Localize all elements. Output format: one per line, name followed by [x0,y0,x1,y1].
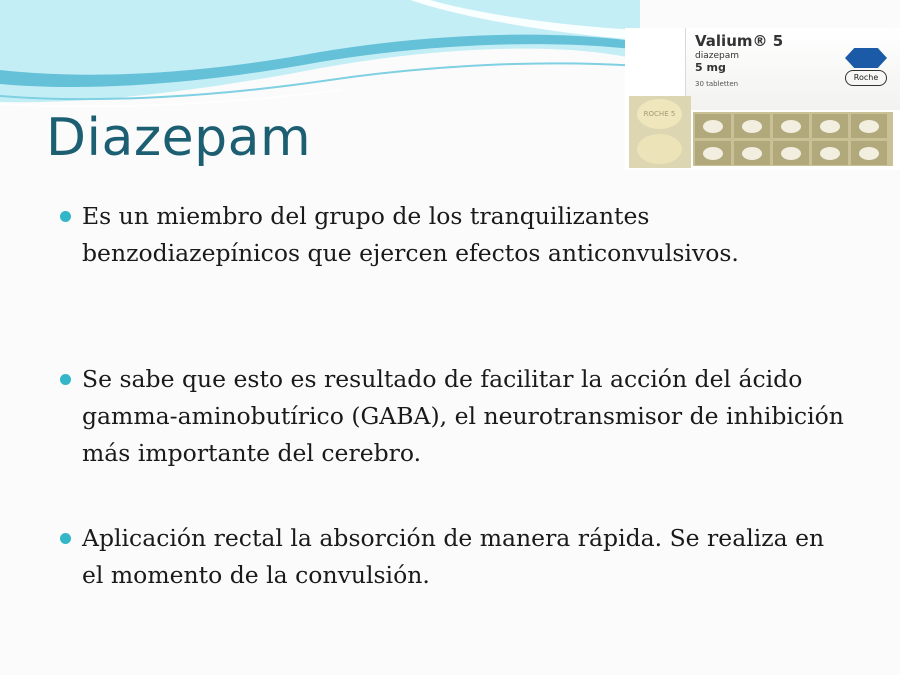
blister-cell [851,141,887,165]
bullet-dot-icon [60,374,71,385]
slide-title: Diazepam [46,108,312,168]
bullet-dot-icon [60,533,71,544]
pill-icon [742,120,762,133]
blister-pack [693,112,893,166]
pill-icon [820,147,840,160]
bullet-item [60,361,850,472]
blister-cell [695,141,731,165]
pill-icon [703,147,723,160]
bullet-text: Aplicación rectal la absorción de manera rápida. Se realiza en el momento de la convulsión. [82,524,825,589]
pill-icon [820,120,840,133]
tablet-back [637,134,682,164]
pill-icon [781,147,801,160]
tablet-marking: ROCHE 5 [643,110,676,118]
box-generic-label: diazepam [695,51,739,61]
blister-cell [812,114,848,138]
box-brand-label: Valium® 5 [695,32,784,50]
blister-cell [851,114,887,138]
bullet-item [60,198,850,272]
blister-cell [773,141,809,165]
pill-icon [859,120,879,133]
bullet-dot-icon [60,211,71,222]
pill-icon [781,120,801,133]
blister-cell [734,141,770,165]
pill-icon [742,147,762,160]
blister-cell [695,114,731,138]
bullet-text: Se sabe que esto es resultado de facilitar la acción del ácido gamma-aminobutírico (GABA), el neurotransmisor de inhibición más importante del cerebro. [82,365,844,467]
blister-cell [734,114,770,138]
box-dose-label: 5 mg [695,61,726,74]
valium-product-photo [625,28,900,170]
tablet-closeup [629,96,691,168]
roche-logo-text: Roche [845,70,887,86]
pill-icon [859,147,879,160]
blister-cell [773,114,809,138]
pill-icon [703,120,723,133]
tablet-front [637,99,682,129]
bullet-text: Es un miembro del grupo de los tranquilizantes benzodiazepínicos que ejercen efectos anticonvulsivos. [82,202,739,267]
box-count-label: 30 tabletten [695,80,739,88]
bullet-item [60,520,850,594]
blister-cell [812,141,848,165]
